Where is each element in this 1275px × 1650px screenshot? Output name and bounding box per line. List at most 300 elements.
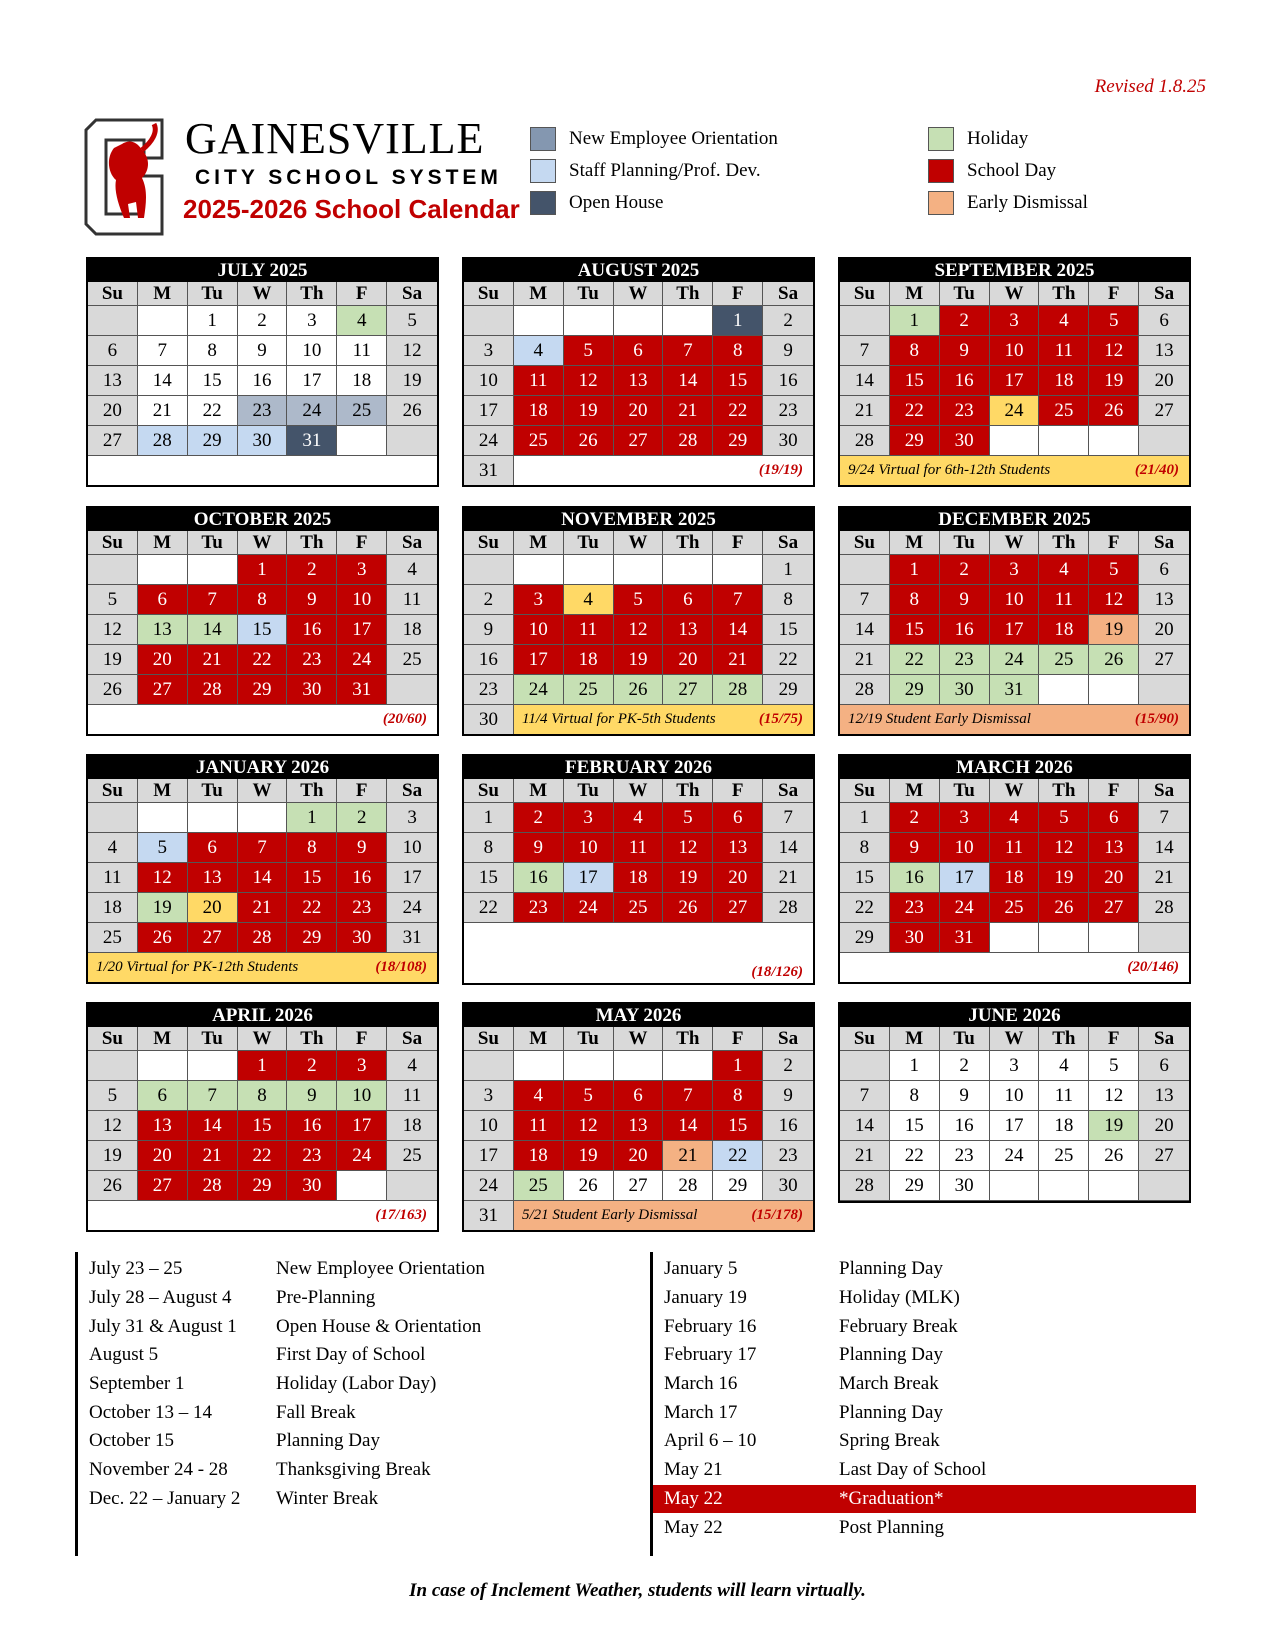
day-cell: 6 <box>1139 306 1189 336</box>
school-day-count: (19/19) <box>758 462 803 478</box>
day-cell: 19 <box>1089 366 1139 396</box>
day-cell: 5 <box>387 306 437 336</box>
day-cell: 19 <box>387 366 437 396</box>
weekday-header: Su <box>88 779 138 803</box>
day-cell: 9 <box>337 833 387 863</box>
weekday-header: Sa <box>387 779 437 803</box>
day-cell: 19 <box>1089 1111 1139 1141</box>
key-event: February Break <box>839 1315 958 1337</box>
day-cell: 9 <box>287 1081 337 1111</box>
calendar-title: 2025-2026 School Calendar <box>183 194 520 224</box>
key-date-row <box>653 1341 1196 1370</box>
month-september-2025 <box>838 257 1191 487</box>
day-cell: 1 <box>238 1051 288 1081</box>
day-cell: 21 <box>763 863 813 893</box>
key-date-row <box>78 1456 638 1485</box>
key-date-row <box>78 1341 638 1370</box>
day-cell: 27 <box>88 426 138 456</box>
empty-day-cell <box>1089 675 1139 705</box>
month-note: 12/19 Student Early Dismissal <box>848 711 1031 727</box>
empty-day-cell <box>138 1051 188 1081</box>
day-cell: 25 <box>1039 396 1089 426</box>
day-cell: 28 <box>1139 893 1189 923</box>
day-cell: 30 <box>940 675 990 705</box>
day-cell: 17 <box>464 1141 514 1171</box>
legend-swatch <box>530 159 556 183</box>
empty-day-cell <box>238 803 288 833</box>
school-day-count: (20/60) <box>382 711 427 727</box>
day-cell: 11 <box>1039 336 1089 366</box>
day-cell: 24 <box>287 396 337 426</box>
day-cell: 8 <box>287 833 337 863</box>
legend-swatch <box>928 191 954 215</box>
month-title: MARCH 2026 <box>840 756 1189 779</box>
day-cell: 2 <box>287 555 337 585</box>
day-cell: 9 <box>890 833 940 863</box>
empty-day-cell <box>387 1171 437 1201</box>
key-date: May 21 <box>664 1459 723 1481</box>
key-date: July 31 & August 1 <box>89 1315 237 1337</box>
day-cell: 18 <box>337 366 387 396</box>
day-cell: 8 <box>188 336 238 366</box>
weekday-header: Su <box>840 531 890 555</box>
day-cell: 28 <box>663 1171 713 1201</box>
day-cell: 11 <box>387 585 437 615</box>
day-cell: 17 <box>287 366 337 396</box>
key-event: Planning Day <box>276 1430 380 1452</box>
day-cell: 18 <box>990 863 1040 893</box>
day-cell: 26 <box>138 923 188 953</box>
empty-day-cell <box>1089 426 1139 456</box>
day-cell: 10 <box>940 833 990 863</box>
day-cell: 4 <box>990 803 1040 833</box>
day-cell: 15 <box>840 863 890 893</box>
legend-label: School Day <box>967 160 1057 181</box>
day-cell: 1 <box>840 803 890 833</box>
legend-swatch <box>928 159 954 183</box>
day-cell: 21 <box>840 396 890 426</box>
key-event: Holiday (MLK) <box>839 1287 960 1309</box>
day-cell: 28 <box>188 675 238 705</box>
day-cell: 10 <box>990 336 1040 366</box>
day-cell: 10 <box>564 833 614 863</box>
empty-day-cell <box>514 555 564 585</box>
day-cell: 5 <box>564 1081 614 1111</box>
day-cell: 4 <box>614 803 664 833</box>
day-cell: 10 <box>387 833 437 863</box>
day-cell: 24 <box>514 675 564 705</box>
weekday-header: Th <box>287 531 337 555</box>
day-cell: 4 <box>514 336 564 366</box>
day-cell: 22 <box>713 396 763 426</box>
day-cell: 22 <box>763 645 813 675</box>
day-cell: 9 <box>238 336 288 366</box>
day-cell: 30 <box>464 705 514 734</box>
day-cell: 30 <box>337 923 387 953</box>
empty-day-cell <box>663 306 713 336</box>
day-cell: 26 <box>88 675 138 705</box>
day-cell: 20 <box>1139 366 1189 396</box>
day-cell: 18 <box>387 1111 437 1141</box>
empty-day-cell <box>564 555 614 585</box>
day-cell: 28 <box>138 426 188 456</box>
day-cell: 16 <box>238 366 288 396</box>
day-cell: 25 <box>337 396 387 426</box>
weekday-header: W <box>238 1027 288 1051</box>
key-event: Last Day of School <box>839 1459 987 1481</box>
weekday-header: M <box>890 1027 940 1051</box>
day-cell: 18 <box>1039 366 1089 396</box>
month-footer <box>464 456 813 485</box>
day-cell: 26 <box>1089 645 1139 675</box>
day-cell: 24 <box>990 396 1040 426</box>
day-cell: 12 <box>1089 585 1139 615</box>
org-name: GAINESVILLE <box>185 114 485 163</box>
day-cell: 9 <box>287 585 337 615</box>
empty-day-cell <box>1139 1171 1189 1201</box>
day-cell: 27 <box>188 923 238 953</box>
day-cell: 16 <box>514 863 564 893</box>
day-cell: 10 <box>990 1081 1040 1111</box>
day-cell: 26 <box>614 675 664 705</box>
day-cell: 5 <box>88 1081 138 1111</box>
weekday-header: M <box>890 282 940 306</box>
day-cell: 21 <box>663 1141 713 1171</box>
month-footer <box>88 1201 437 1230</box>
day-cell: 29 <box>287 923 337 953</box>
day-cell: 14 <box>1139 833 1189 863</box>
weekday-header: Th <box>1039 1027 1089 1051</box>
day-cell: 8 <box>713 1081 763 1111</box>
weekday-header: Su <box>840 1027 890 1051</box>
day-cell: 19 <box>564 396 614 426</box>
empty-day-cell <box>188 555 238 585</box>
org-subtitle: CITY SCHOOL SYSTEM <box>195 166 502 189</box>
day-cell: 14 <box>763 833 813 863</box>
school-day-count: (15/75) <box>758 711 803 727</box>
legend-staff-planning <box>530 158 761 184</box>
day-cell: 7 <box>663 1081 713 1111</box>
day-cell: 11 <box>614 833 664 863</box>
day-cell: 22 <box>713 1141 763 1171</box>
day-cell: 8 <box>890 1081 940 1111</box>
month-title: DECEMBER 2025 <box>840 508 1189 531</box>
day-cell: 12 <box>663 833 713 863</box>
weekday-header: Th <box>287 282 337 306</box>
day-cell: 28 <box>763 893 813 923</box>
empty-day-cell <box>138 803 188 833</box>
day-cell: 29 <box>713 1171 763 1201</box>
legend-open-house <box>530 190 663 216</box>
weekday-header: Sa <box>387 531 437 555</box>
empty-day-cell <box>514 1051 564 1081</box>
day-cell: 29 <box>763 675 813 705</box>
day-cell: 4 <box>1039 1051 1089 1081</box>
key-event: Holiday (Labor Day) <box>276 1373 437 1395</box>
day-cell: 14 <box>840 1111 890 1141</box>
day-cell: 5 <box>1089 555 1139 585</box>
day-cell: 1 <box>890 555 940 585</box>
weekday-header: Th <box>1039 282 1089 306</box>
weekday-header: M <box>138 1027 188 1051</box>
day-cell: 16 <box>337 863 387 893</box>
weekday-header: F <box>1089 531 1139 555</box>
key-event: *Graduation* <box>839 1487 944 1509</box>
empty-day-cell <box>88 1051 138 1081</box>
month-title: JULY 2025 <box>88 259 437 282</box>
key-date-row <box>78 1284 638 1313</box>
key-event: Planning Day <box>839 1258 943 1280</box>
day-cell: 30 <box>763 426 813 456</box>
key-date: January 5 <box>664 1258 738 1280</box>
month-title: SEPTEMBER 2025 <box>840 259 1189 282</box>
empty-day-cell <box>138 555 188 585</box>
day-cell: 26 <box>1089 1141 1139 1171</box>
day-cell: 15 <box>238 615 288 645</box>
legend-holiday <box>928 126 1028 152</box>
day-cell: 18 <box>564 645 614 675</box>
weekday-header: W <box>990 1027 1040 1051</box>
weekday-header: W <box>238 531 288 555</box>
day-cell: 30 <box>940 426 990 456</box>
day-cell: 27 <box>138 1171 188 1201</box>
legend-new-employee <box>530 126 778 152</box>
day-cell: 24 <box>564 893 614 923</box>
day-cell: 31 <box>464 1201 514 1230</box>
key-date: July 23 – 25 <box>89 1258 183 1280</box>
empty-day-cell <box>188 803 238 833</box>
day-cell: 27 <box>1139 396 1189 426</box>
day-cell: 20 <box>1139 1111 1189 1141</box>
day-cell: 13 <box>713 833 763 863</box>
day-cell: 24 <box>940 893 990 923</box>
weekday-header: Th <box>1039 779 1089 803</box>
empty-day-cell <box>840 555 890 585</box>
day-cell: 16 <box>287 615 337 645</box>
day-cell: 7 <box>840 336 890 366</box>
day-cell: 11 <box>387 1081 437 1111</box>
day-cell: 12 <box>1039 833 1089 863</box>
school-day-count: (17/163) <box>375 1207 427 1223</box>
key-event: Planning Day <box>839 1401 943 1423</box>
day-cell: 27 <box>1139 1141 1189 1171</box>
day-cell: 24 <box>990 1141 1040 1171</box>
key-date: January 19 <box>664 1287 747 1309</box>
day-cell: 26 <box>663 893 713 923</box>
month-note: 9/24 Virtual for 6th-12th Students <box>848 462 1051 478</box>
empty-day-cell <box>387 675 437 705</box>
empty-day-cell <box>1039 1171 1089 1201</box>
day-cell: 21 <box>663 396 713 426</box>
day-cell: 21 <box>840 645 890 675</box>
month-november-2025 <box>462 506 815 736</box>
school-day-count: (20/146) <box>1127 959 1179 975</box>
key-event: Thanksgiving Break <box>276 1459 431 1481</box>
day-cell: 18 <box>514 396 564 426</box>
weekday-header: F <box>713 531 763 555</box>
weekday-header: Sa <box>1139 282 1189 306</box>
day-cell: 14 <box>238 863 288 893</box>
day-cell: 1 <box>188 306 238 336</box>
day-cell: 12 <box>564 366 614 396</box>
day-cell: 3 <box>387 803 437 833</box>
month-title: JUNE 2026 <box>840 1004 1189 1027</box>
weekday-header: F <box>337 779 387 803</box>
weekday-header: M <box>890 779 940 803</box>
day-cell: 24 <box>337 645 387 675</box>
day-cell: 31 <box>990 675 1040 705</box>
weekday-header: W <box>614 282 664 306</box>
day-cell: 7 <box>840 585 890 615</box>
day-cell: 2 <box>763 306 813 336</box>
day-cell: 28 <box>238 923 288 953</box>
empty-day-cell <box>840 1051 890 1081</box>
day-cell: 19 <box>1039 863 1089 893</box>
key-date-row <box>653 1284 1196 1313</box>
month-title: FEBRUARY 2026 <box>464 756 813 779</box>
day-cell: 24 <box>464 426 514 456</box>
day-cell: 29 <box>713 426 763 456</box>
day-cell: 3 <box>464 1081 514 1111</box>
legend-school-day <box>928 158 1056 184</box>
day-cell: 21 <box>840 1141 890 1171</box>
month-april-2026 <box>86 1002 439 1232</box>
day-cell: 6 <box>614 336 664 366</box>
day-cell: 14 <box>840 366 890 396</box>
day-cell: 26 <box>564 1171 614 1201</box>
empty-day-cell <box>663 555 713 585</box>
day-cell: 7 <box>663 336 713 366</box>
day-cell: 24 <box>464 1171 514 1201</box>
weekday-header: Su <box>840 779 890 803</box>
day-cell: 10 <box>990 585 1040 615</box>
day-cell: 5 <box>1089 1051 1139 1081</box>
day-cell: 28 <box>840 675 890 705</box>
day-cell: 17 <box>990 1111 1040 1141</box>
day-cell: 3 <box>990 555 1040 585</box>
day-cell: 7 <box>840 1081 890 1111</box>
weekday-header: Th <box>663 531 713 555</box>
day-cell: 3 <box>990 1051 1040 1081</box>
weekday-header: Sa <box>1139 779 1189 803</box>
day-cell: 17 <box>514 645 564 675</box>
day-cell: 18 <box>387 615 437 645</box>
empty-day-cell <box>1039 923 1089 953</box>
day-cell: 29 <box>238 1171 288 1201</box>
day-cell: 2 <box>940 306 990 336</box>
day-cell: 15 <box>464 863 514 893</box>
weekday-header: F <box>1089 282 1139 306</box>
weekday-header: Sa <box>763 531 813 555</box>
day-cell: 31 <box>287 426 337 456</box>
day-cell: 4 <box>1039 306 1089 336</box>
day-cell: 25 <box>1039 645 1089 675</box>
empty-day-cell <box>564 1051 614 1081</box>
key-date-row <box>653 1398 1196 1427</box>
day-cell: 11 <box>1039 585 1089 615</box>
day-cell: 11 <box>1039 1081 1089 1111</box>
day-cell: 4 <box>514 1081 564 1111</box>
day-cell: 28 <box>188 1171 238 1201</box>
day-cell: 23 <box>763 1141 813 1171</box>
day-cell: 24 <box>337 1141 387 1171</box>
weekday-header: M <box>138 779 188 803</box>
empty-day-cell <box>1089 923 1139 953</box>
day-cell: 23 <box>940 645 990 675</box>
day-cell: 2 <box>337 803 387 833</box>
day-cell: 22 <box>464 893 514 923</box>
day-cell: 15 <box>287 863 337 893</box>
day-cell: 13 <box>1139 1081 1189 1111</box>
day-cell: 27 <box>663 675 713 705</box>
key-date: May 22 <box>664 1516 723 1538</box>
empty-day-cell <box>1039 675 1089 705</box>
day-cell: 27 <box>614 426 664 456</box>
day-cell: 28 <box>663 426 713 456</box>
day-cell: 15 <box>188 366 238 396</box>
month-june-2026 <box>838 1002 1191 1203</box>
key-event: Spring Break <box>839 1430 940 1452</box>
weekday-header: Tu <box>564 779 614 803</box>
day-cell: 15 <box>890 1111 940 1141</box>
key-dates-right <box>653 1255 1196 1542</box>
weekday-header: W <box>614 1027 664 1051</box>
day-cell: 8 <box>840 833 890 863</box>
month-february-2026 <box>462 754 815 985</box>
day-cell: 1 <box>890 306 940 336</box>
day-cell: 17 <box>990 615 1040 645</box>
day-cell: 3 <box>337 555 387 585</box>
day-cell: 20 <box>614 396 664 426</box>
day-cell: 23 <box>940 1141 990 1171</box>
day-cell: 2 <box>940 555 990 585</box>
day-cell: 20 <box>138 1141 188 1171</box>
day-cell: 12 <box>88 1111 138 1141</box>
weekday-header: Sa <box>387 1027 437 1051</box>
month-footer <box>464 705 813 734</box>
day-cell: 18 <box>1039 1111 1089 1141</box>
month-note: 5/21 Student Early Dismissal <box>522 1207 698 1223</box>
weekday-header: W <box>614 779 664 803</box>
day-cell: 26 <box>564 426 614 456</box>
key-date-row <box>653 1255 1196 1284</box>
key-date: October 13 – 14 <box>89 1401 212 1423</box>
weekday-header: W <box>614 531 664 555</box>
key-date-row <box>78 1255 638 1284</box>
weekday-header: Th <box>1039 531 1089 555</box>
empty-day-cell <box>840 306 890 336</box>
weekday-header: Sa <box>1139 1027 1189 1051</box>
day-cell: 10 <box>337 1081 387 1111</box>
weekday-header: W <box>990 531 1040 555</box>
weekday-header: Tu <box>188 1027 238 1051</box>
day-cell: 19 <box>614 645 664 675</box>
weekday-header: F <box>1089 1027 1139 1051</box>
weekday-header: Th <box>663 1027 713 1051</box>
legend-early-dismissal <box>928 190 1088 216</box>
day-cell: 19 <box>138 893 188 923</box>
key-date-row <box>78 1312 638 1341</box>
day-cell: 9 <box>940 585 990 615</box>
day-cell: 27 <box>1139 645 1189 675</box>
weekday-header: M <box>138 531 188 555</box>
day-cell: 13 <box>1139 585 1189 615</box>
key-event: Planning Day <box>839 1344 943 1366</box>
day-cell: 30 <box>287 675 337 705</box>
day-cell: 22 <box>287 893 337 923</box>
day-cell: 25 <box>614 893 664 923</box>
day-cell: 19 <box>564 1141 614 1171</box>
